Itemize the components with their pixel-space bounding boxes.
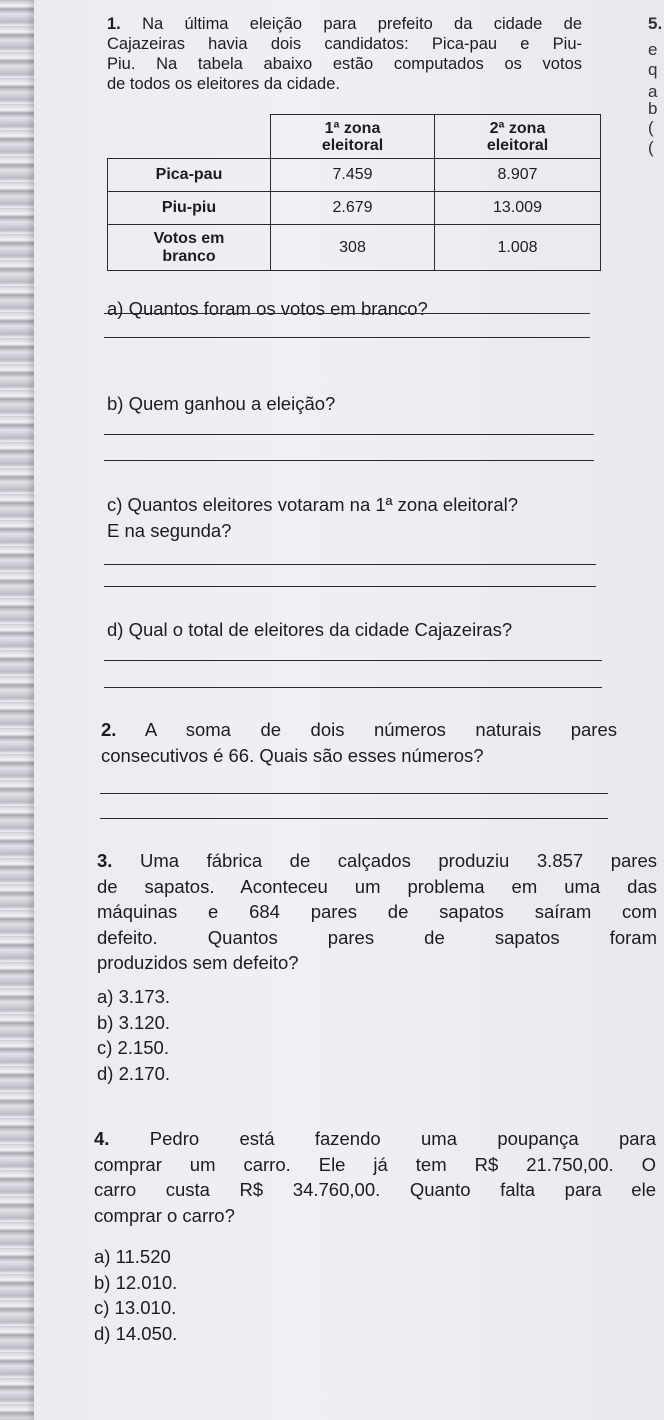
table-header-row bbox=[108, 115, 601, 159]
question-4-number: 4. bbox=[94, 1128, 110, 1149]
header-zone-2: 2ª zona eleitoral bbox=[435, 115, 601, 159]
option-b[interactable]: b) 3.120. bbox=[97, 1011, 171, 1033]
cell-value: 2.679 bbox=[271, 192, 435, 225]
question-1b-text: b) Quem ganhou a eleição? bbox=[107, 393, 336, 414]
question-1-number: 1. bbox=[107, 15, 121, 33]
table-row bbox=[108, 159, 601, 192]
next-question-number: 5. bbox=[648, 14, 663, 33]
row-label-votos-branco: Votos em branco bbox=[108, 225, 271, 271]
table-row bbox=[108, 192, 601, 225]
question-4-options bbox=[94, 1244, 177, 1346]
right-fragment: b bbox=[648, 99, 658, 118]
right-fragment: q bbox=[648, 60, 658, 79]
question-3-statement: 3. Uma fábrica de calçados produziu 3.857 pares de sapatos. Aconteceu um problema em uma das máquinas e 684 pares de sapatos saíram com defeito. Quantos pares de sapatos foram produzidos sem defeito? bbox=[97, 850, 658, 973]
question-2-statement: 2. A soma de dois números naturais pares consecutivos é 66. Quais são esses números? bbox=[101, 719, 618, 766]
question-1-statement: 1. Na última eleição para prefeito da cidade de Cajazeiras havia dois candidatos: Pica-pau e Piu- Piu. Na tabela abaixo estão computados os votos de todos os eleitores da cidade. bbox=[107, 15, 582, 93]
answer-line[interactable] bbox=[104, 337, 590, 338]
cell-value: 7.459 bbox=[271, 159, 435, 192]
answer-line[interactable] bbox=[104, 313, 590, 314]
cell-value: 13.009 bbox=[435, 192, 601, 225]
answer-line[interactable] bbox=[104, 434, 594, 435]
answer-line[interactable] bbox=[104, 460, 594, 461]
option-a[interactable]: a) 3.173. bbox=[97, 986, 171, 1007]
question-1a-text: a) Quantos foram os votos em branco? bbox=[107, 298, 428, 319]
cell-value: 8.907 bbox=[435, 159, 601, 192]
option-c[interactable]: c) 13.010. bbox=[94, 1297, 177, 1318]
cell-value: 308 bbox=[271, 225, 435, 271]
right-fragment: e bbox=[648, 40, 658, 59]
question-1d-text: d) Qual o total de eleitores da cidade Cajazeiras? bbox=[107, 619, 513, 640]
question-4-statement: 4. Pedro está fazendo uma poupança para comprar um carro. Ele já tem R$ 21.750,00. O carro custa R$ 34.760,00. Quanto falta para ele comprar o carro? bbox=[94, 1128, 657, 1226]
answer-line[interactable] bbox=[104, 660, 602, 661]
table-row bbox=[108, 225, 601, 271]
answer-line[interactable] bbox=[104, 687, 602, 688]
table-corner-cell bbox=[108, 115, 271, 159]
right-fragment: a bbox=[648, 82, 658, 101]
question-1c-text: c) Quantos eleitores votaram na 1ª zona eleitoral? bbox=[107, 494, 519, 515]
cell-value: 1.008 bbox=[435, 225, 601, 271]
option-d[interactable]: d) 2.170. bbox=[97, 1062, 171, 1084]
header-zone-1: 1ª zona eleitoral bbox=[271, 115, 435, 159]
row-label-piu-piu: Piu-piu bbox=[108, 192, 271, 225]
question-3-options bbox=[97, 984, 170, 1086]
option-a[interactable]: a) 11.520 bbox=[94, 1246, 171, 1267]
row-label-pica-pau: Pica-pau bbox=[108, 159, 271, 192]
binder-edge bbox=[0, 0, 34, 1420]
question-1c-text-2: E na segunda? bbox=[107, 520, 232, 541]
answer-line[interactable] bbox=[104, 586, 596, 587]
question-2-number: 2. bbox=[101, 719, 117, 740]
answer-line[interactable] bbox=[104, 564, 596, 565]
answer-line[interactable] bbox=[100, 793, 608, 794]
option-d[interactable]: d) 14.050. bbox=[94, 1322, 178, 1344]
option-c[interactable]: c) 2.150. bbox=[97, 1037, 169, 1058]
answer-line[interactable] bbox=[100, 818, 608, 819]
option-b[interactable]: b) 12.010. bbox=[94, 1271, 178, 1293]
question-3-number: 3. bbox=[97, 850, 113, 871]
right-fragment: ( bbox=[648, 138, 654, 157]
right-fragment: ( bbox=[648, 118, 654, 137]
votes-table bbox=[107, 114, 601, 271]
